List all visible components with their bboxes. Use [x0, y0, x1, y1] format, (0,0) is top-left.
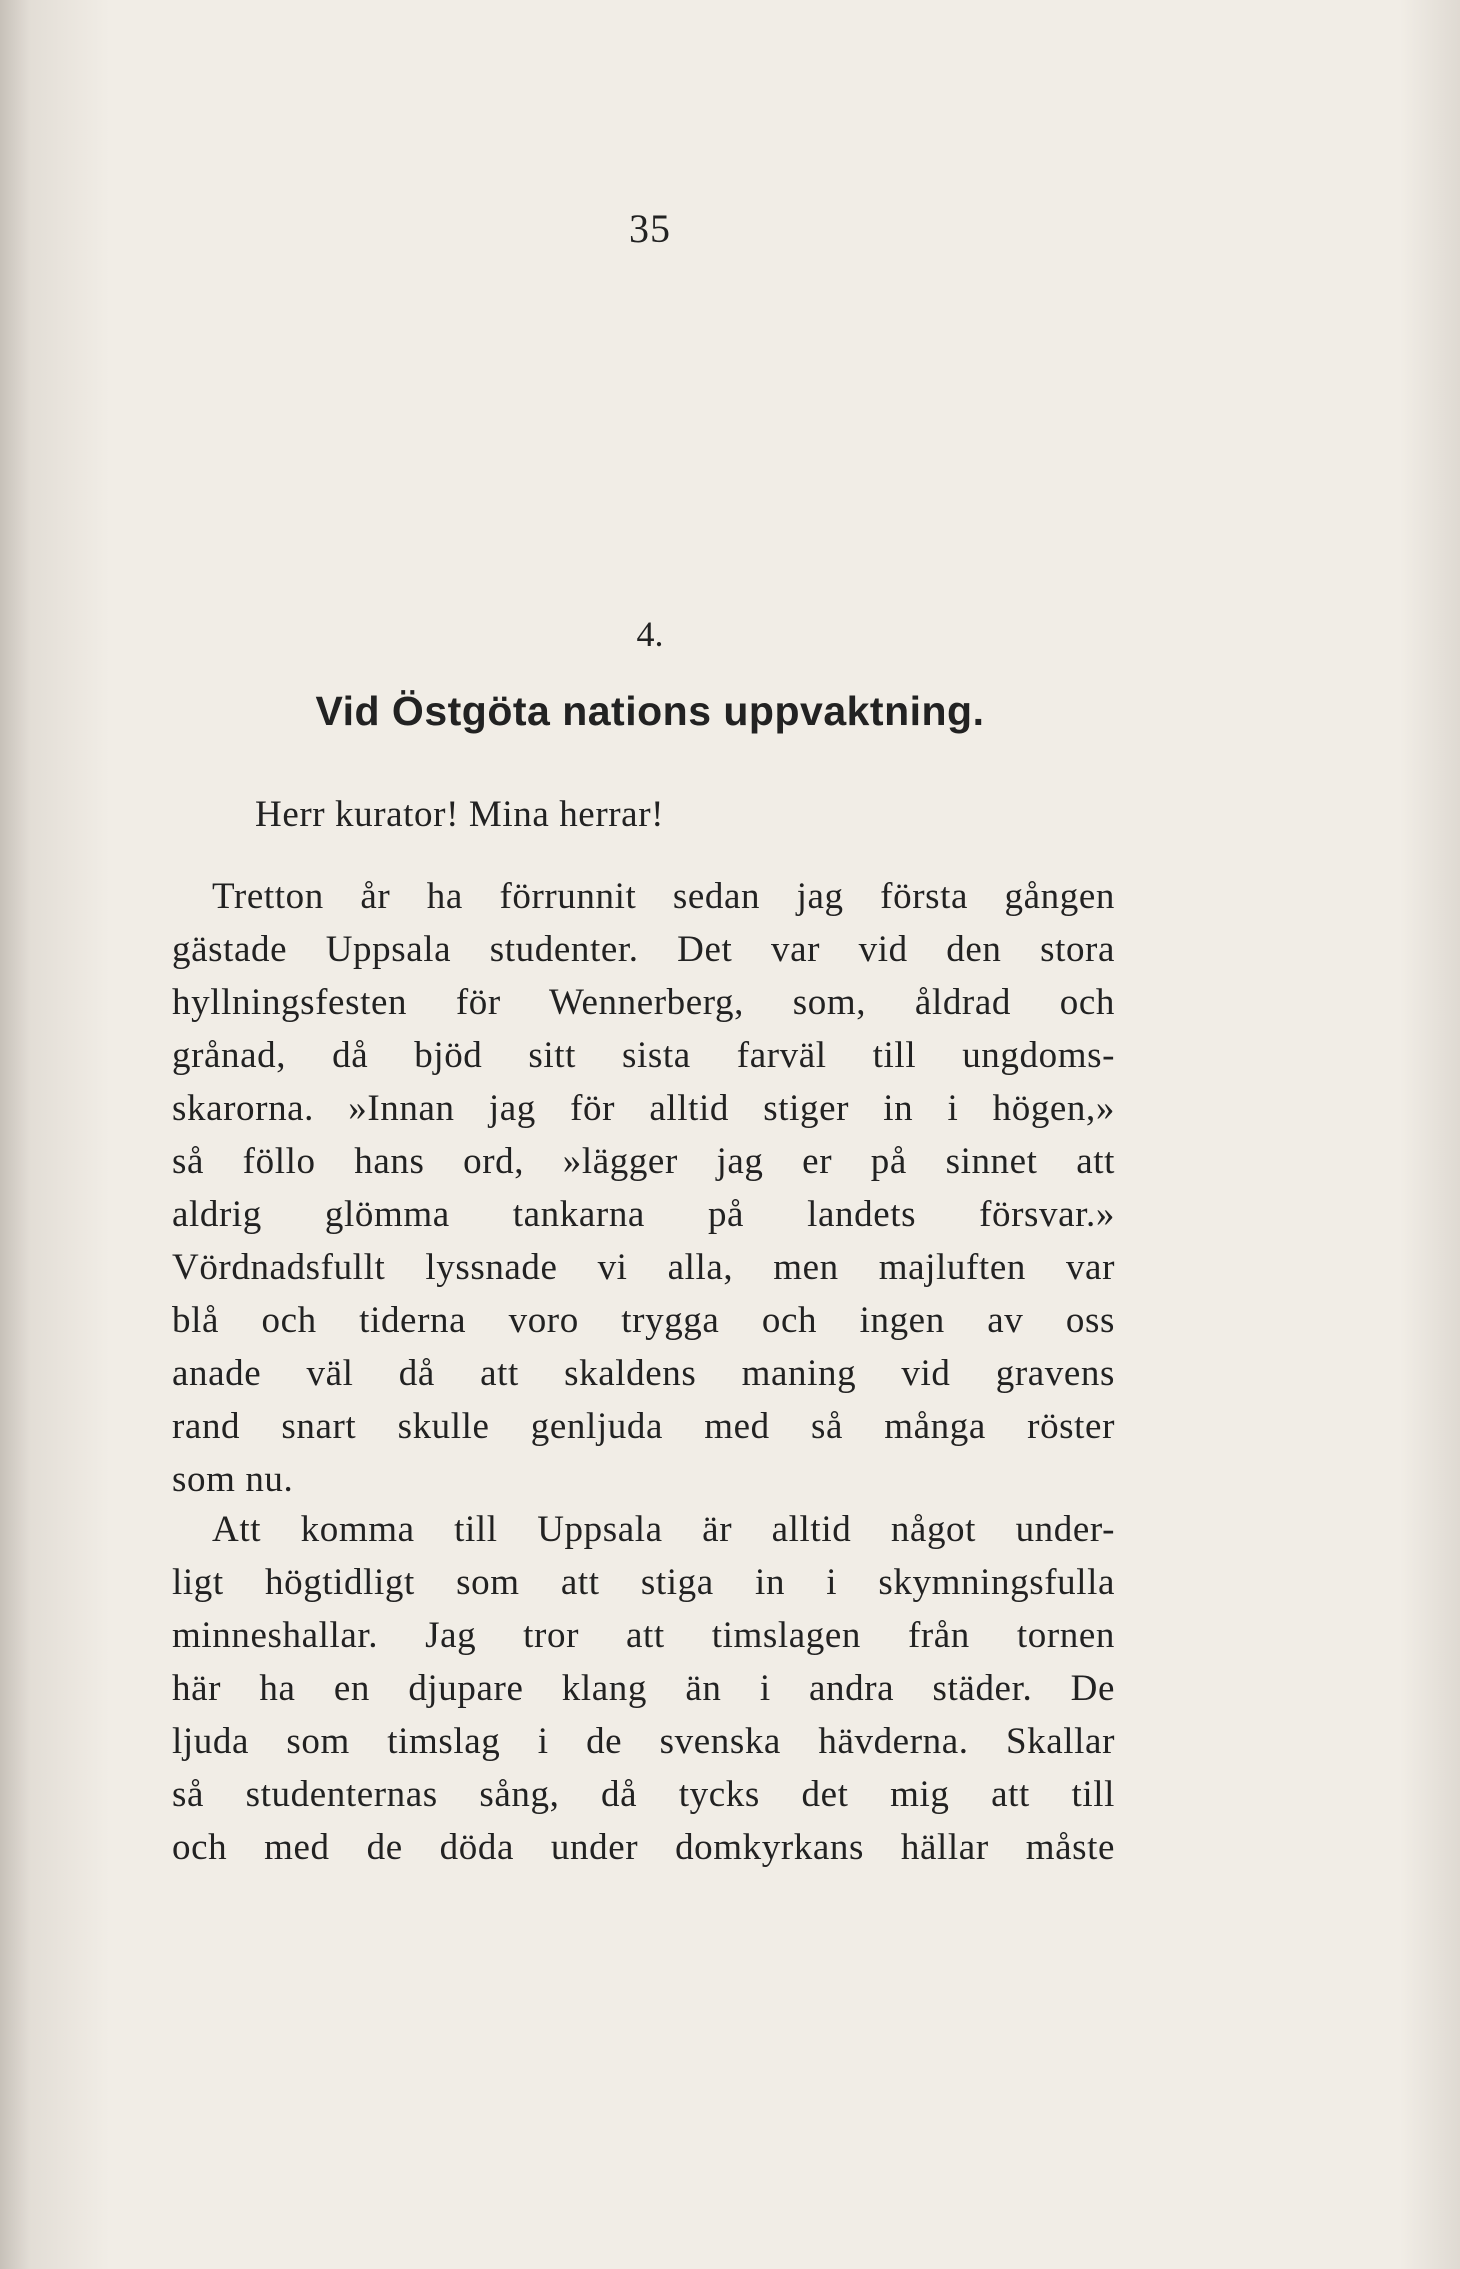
text-line: aldrig glömma tankarna på landets försvar.» — [172, 1194, 1115, 1235]
text-line: så studenternas sång, då tycks det mig att till — [172, 1774, 1115, 1815]
paragraph-1 — [172, 870, 1115, 1506]
section-number: 4. — [636, 614, 664, 654]
text-line: skarorna. »Innan jag för alltid stiger in i högen,» — [172, 1088, 1115, 1129]
text-line: anade väl då att skaldens maning vid gravens — [172, 1353, 1115, 1394]
text-line: blå och tiderna voro trygga och ingen av oss — [172, 1300, 1115, 1341]
text-line: Vördnadsfullt lyssnade vi alla, men majluften var — [172, 1247, 1115, 1288]
text-line: hyllningsfesten för Wennerberg, som, åldrad och — [172, 982, 1115, 1023]
paragraph-2 — [172, 1503, 1115, 1874]
text-line: Tretton år ha förrunnit sedan jag första gången — [212, 876, 1115, 917]
salutation: Herr kurator! Mina herrar! — [255, 794, 665, 835]
text-line: här ha en djupare klang än i andra städer. De — [172, 1668, 1115, 1709]
text-line: gästade Uppsala studenter. Det var vid den stora — [172, 929, 1115, 970]
text-line: minneshallar. Jag tror att timslagen från tornen — [172, 1615, 1115, 1656]
text-line: ligt högtidligt som att stiga in i skymningsfulla — [172, 1562, 1115, 1603]
text-line: grånad, då bjöd sitt sista farväl till ungdoms- — [172, 1035, 1115, 1076]
text-line: och med de döda under domkyrkans hällar måste — [172, 1827, 1115, 1868]
text-line: ljuda som timslag i de svenska hävderna. Skallar — [172, 1721, 1115, 1762]
text-line: Att komma till Uppsala är alltid något under- — [212, 1509, 1115, 1550]
page-number: 35 — [629, 206, 671, 251]
text-line: så föllo hans ord, »lägger jag er på sinnet att — [172, 1141, 1115, 1182]
text-line: rand snart skulle genljuda med så många röster — [172, 1406, 1115, 1447]
text-line: som nu. — [172, 1459, 294, 1500]
section-heading: Vid Östgöta nations uppvaktning. — [315, 688, 985, 734]
